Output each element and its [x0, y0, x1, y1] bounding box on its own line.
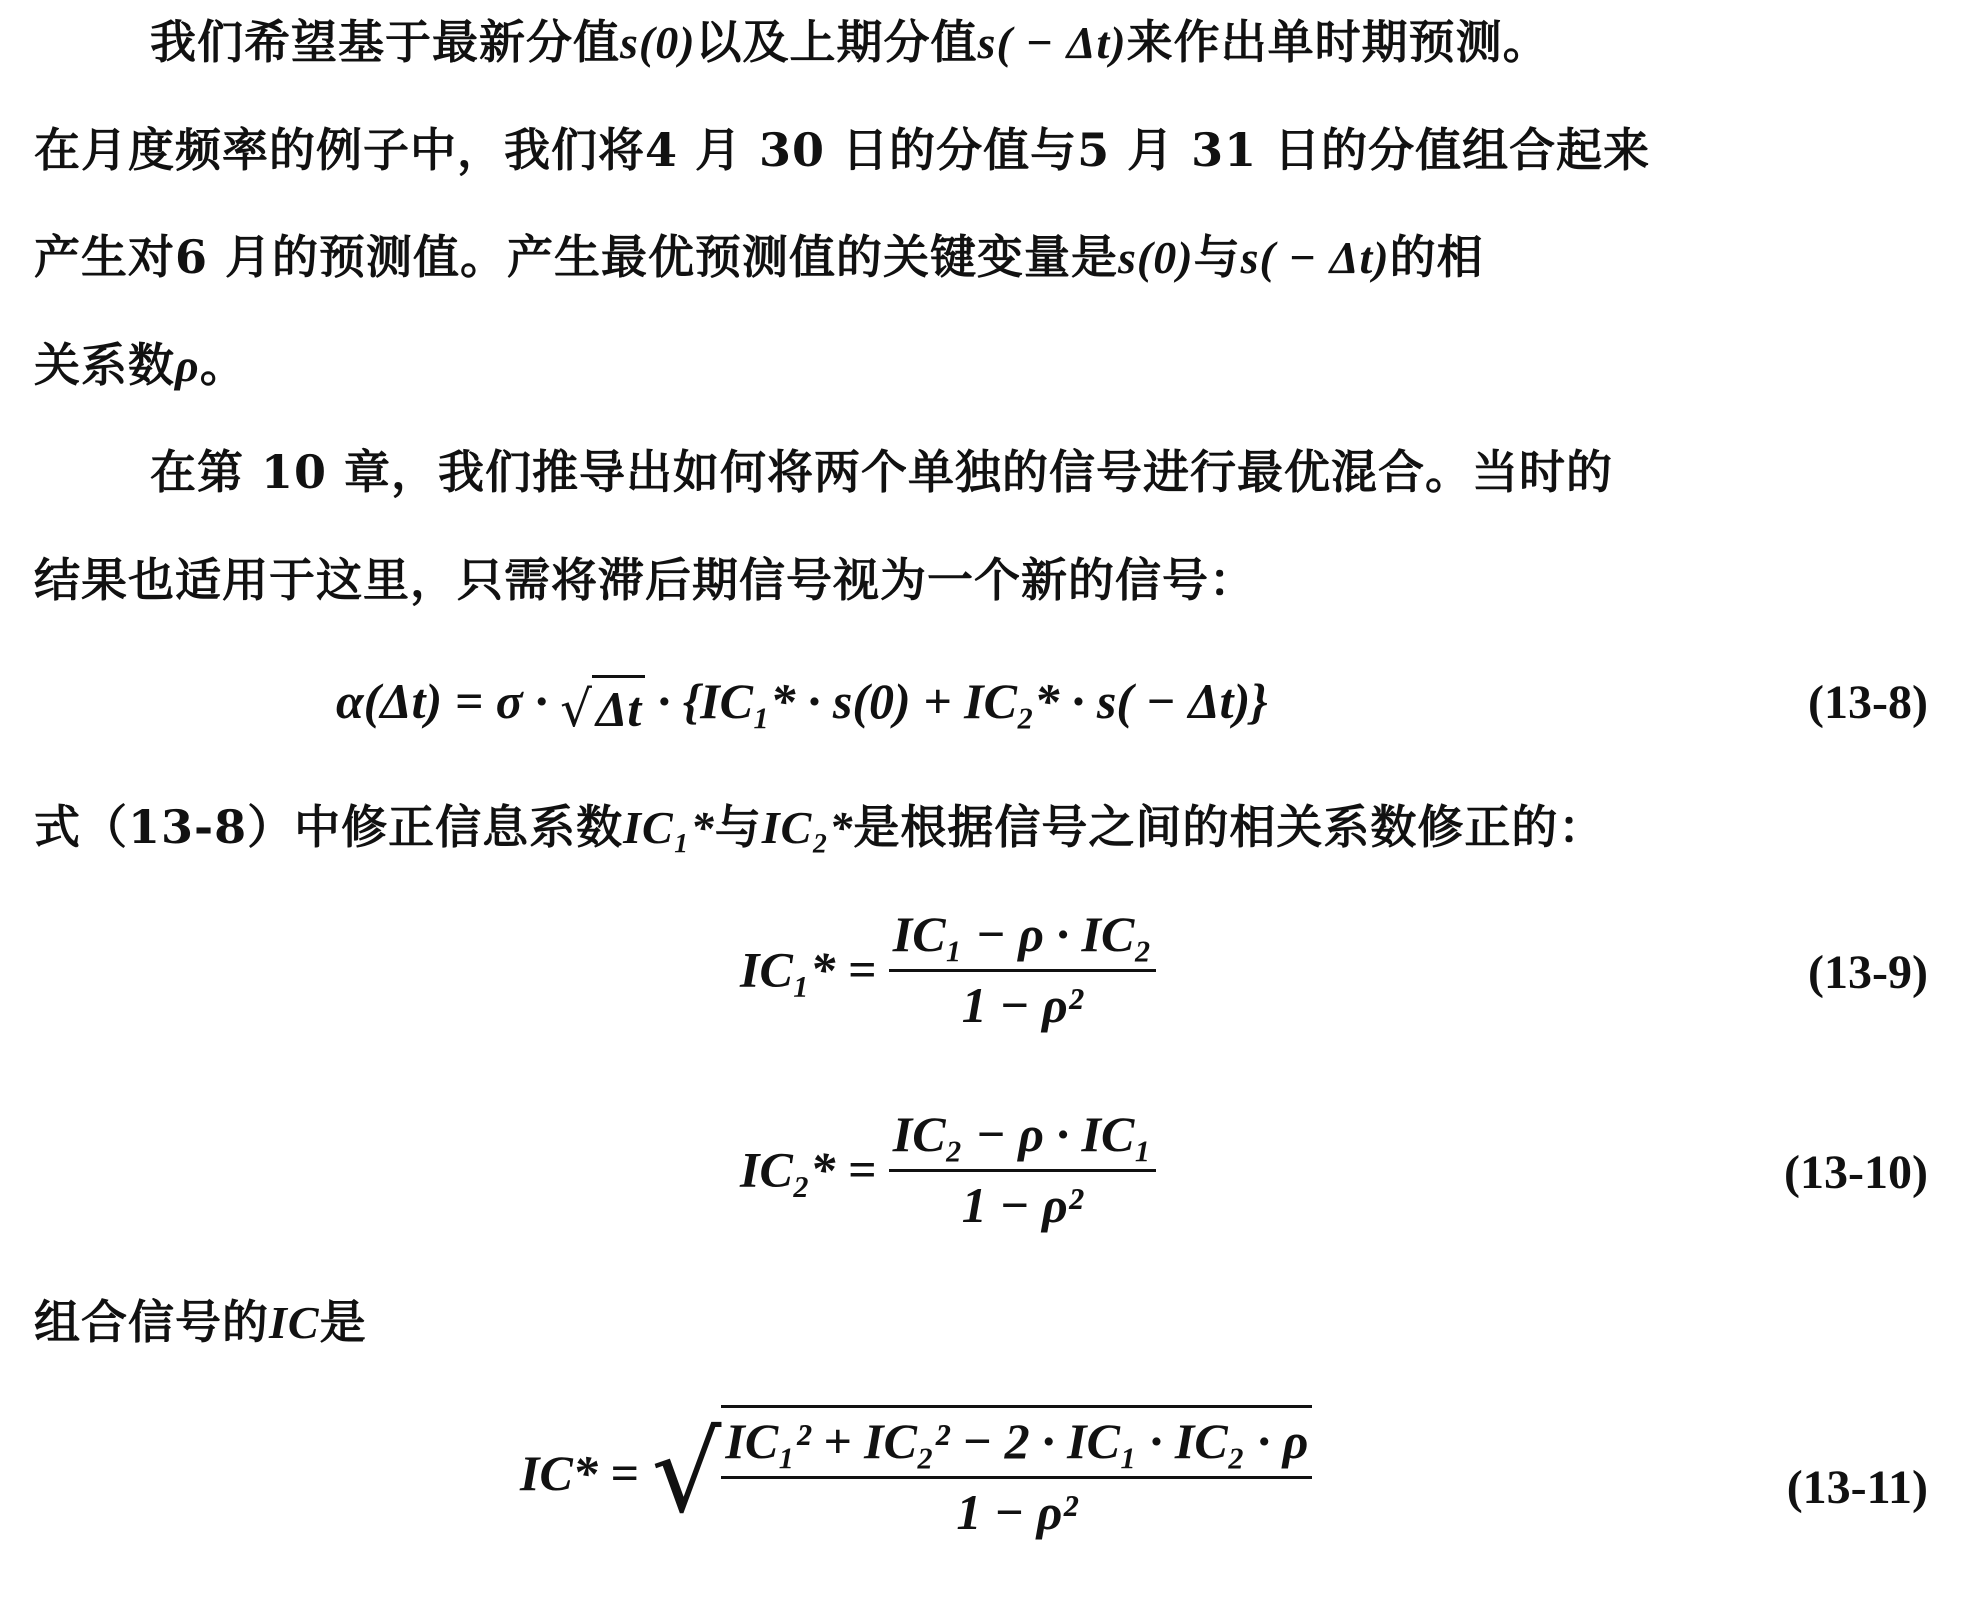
- para1-line3: [34, 225, 1934, 290]
- eq-13-11-lhs: IC* =: [520, 1445, 639, 1501]
- eq-13-8-rhs: · {IC₁* · s(0) + IC₂* · s( − Δt)}: [645, 673, 1268, 729]
- text: 与: [1193, 230, 1241, 284]
- text: 来作出单时期预测。: [1126, 15, 1550, 69]
- eq-13-9-lhs: IC₁* =: [740, 941, 877, 998]
- radical-sign: √: [651, 1409, 722, 1537]
- denominator: 1 − ρ²: [961, 977, 1083, 1033]
- text: 是: [319, 1295, 367, 1349]
- text: 是根据信号之间的相关系数修正的：: [853, 800, 1606, 854]
- para3-line: [34, 795, 1934, 860]
- fraction: [721, 1405, 1312, 1541]
- math-s-lag: s( − Δt): [977, 17, 1127, 68]
- denominator: 1 − ρ²: [961, 1177, 1083, 1233]
- sqrt-fraction: [651, 1405, 1312, 1541]
- text: 与: [714, 800, 762, 854]
- numerator: IC₁ − ρ · IC₂: [889, 905, 1156, 972]
- equation-13-9: [740, 905, 1156, 1034]
- text: 的相: [1389, 230, 1484, 284]
- text: 式（13-8）中修正信息系数: [34, 800, 624, 854]
- radicand: Δt: [592, 675, 645, 738]
- radical-sign: √: [560, 680, 593, 739]
- para2-line1: 在第 10 章，我们推导出如何将两个单独的信号进行最优混合。当时的: [150, 445, 1614, 499]
- equation-number-13-11: (13-11): [1786, 1461, 1928, 1514]
- text: 以及上期分值: [695, 15, 978, 69]
- equation-number-13-10: (13-10): [1784, 1146, 1928, 1199]
- numerator: IC₁² + IC₂² − 2 · IC₁ · IC₂ · ρ: [721, 1412, 1312, 1479]
- text: 。: [199, 338, 247, 392]
- equation-13-10: [740, 1105, 1156, 1234]
- eq-13-10-lhs: IC₂* =: [740, 1141, 877, 1198]
- math-s-lag: s( − Δt): [1240, 232, 1390, 283]
- math-s0: s(0): [1118, 232, 1194, 283]
- numerator: IC₂ − ρ · IC₁: [889, 1105, 1156, 1172]
- denominator: 1 − ρ²: [956, 1484, 1078, 1540]
- text: 关系数: [34, 338, 175, 392]
- text: 组合信号的: [34, 1295, 269, 1349]
- equation-number-13-9: (13-9): [1808, 946, 1928, 999]
- equation-13-8: [336, 672, 1268, 738]
- math-rho: ρ: [175, 340, 200, 391]
- sqrt-delta-t: [560, 675, 645, 738]
- para4-line: [34, 1290, 1934, 1355]
- math-s0: s(0): [620, 17, 696, 68]
- eq-13-8-lhs: α(Δt) = σ ·: [336, 673, 561, 729]
- para1-line1: [150, 10, 1934, 75]
- text: 产生对6 月的预测值。产生最优预测值的关键变量是: [34, 230, 1119, 284]
- math-ic: IC: [269, 1297, 320, 1348]
- para1-line2: 在月度频率的例子中，我们将4 月 30 日的分值与5 月 31 日的分值组合起来: [34, 123, 1651, 177]
- text: 我们希望基于最新分值: [150, 15, 620, 69]
- math-ic2-star: IC₂*: [761, 802, 854, 853]
- equation-number-13-8: (13-8): [1808, 676, 1928, 729]
- math-ic1-star: IC₁*: [623, 802, 715, 853]
- para1-line4: [34, 333, 1934, 398]
- fraction: [889, 1105, 1156, 1234]
- equation-13-11: [520, 1405, 1312, 1541]
- para2-line2: 结果也适用于这里，只需将滞后期信号视为一个新的信号：: [34, 553, 1256, 607]
- fraction: [889, 905, 1156, 1034]
